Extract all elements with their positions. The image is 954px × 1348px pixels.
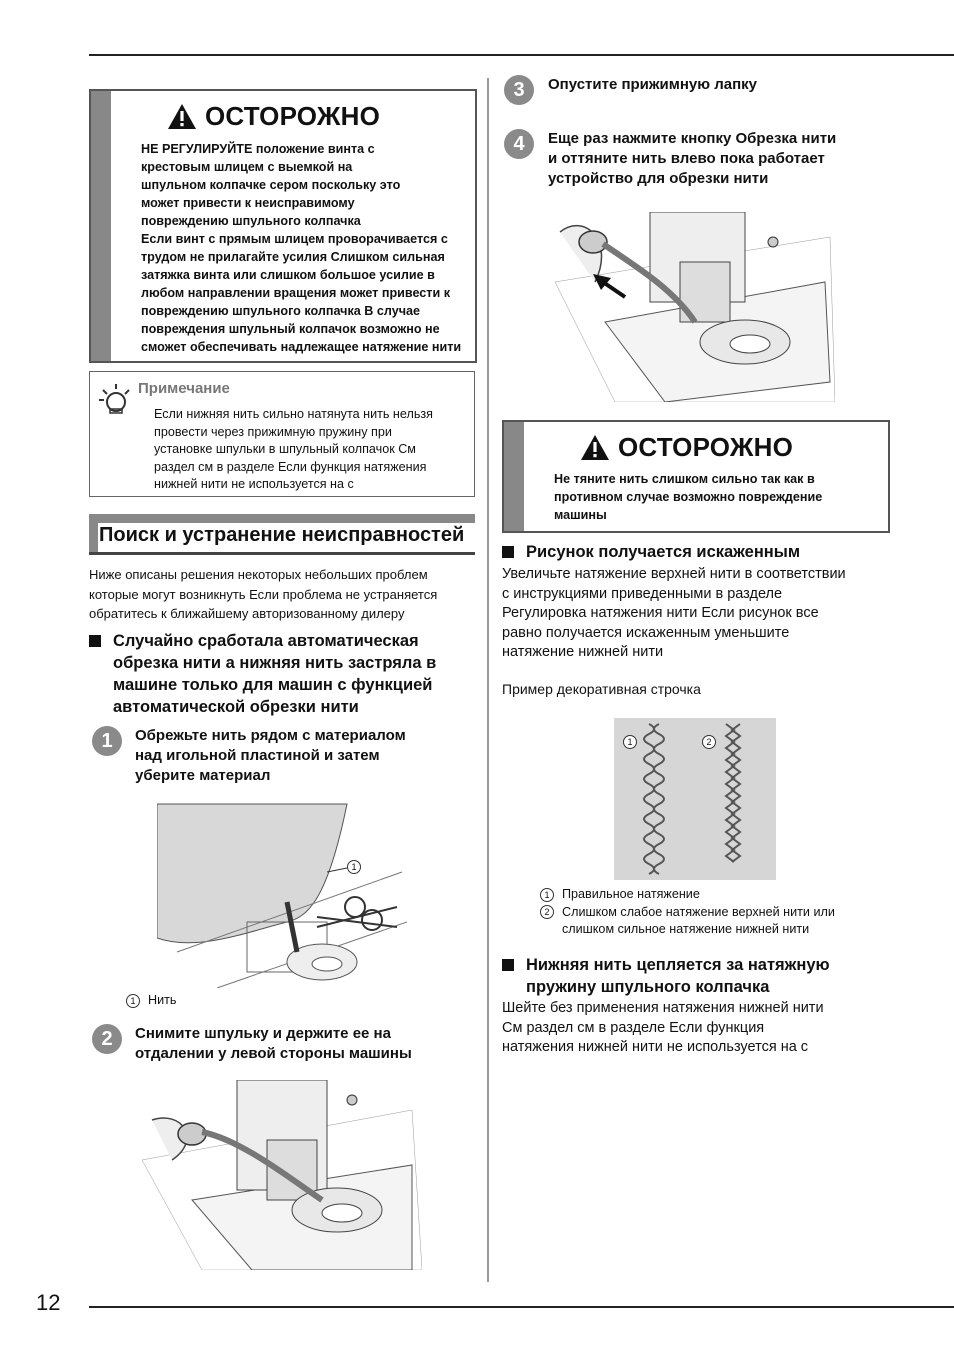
step-line: Обрежьте нить рядом с материалом bbox=[135, 727, 406, 744]
body-line: равно получается искаженным уменьшите bbox=[502, 624, 790, 641]
problem-2-title: Рисунок получается искаженным bbox=[526, 543, 801, 561]
step-line: устройство для обрезки нити bbox=[548, 170, 769, 187]
example-label: Пример декоративная строчка bbox=[502, 681, 701, 697]
note-line: Если нижняя нить сильно натянута нить нельзя bbox=[154, 407, 433, 421]
step-line: Опустите прижимную лапку bbox=[548, 76, 758, 93]
body-line: натяжения нижней нити не используется на с bbox=[502, 1039, 809, 1055]
heading-underline bbox=[89, 552, 475, 555]
caution-line: крестовым шлицем с выемкой на bbox=[141, 160, 353, 174]
step-3-badge: 3 bbox=[504, 75, 534, 105]
body-line: Увеличьте натяжение верхней нити в соответствии bbox=[502, 566, 846, 582]
problem-3-line: пружину шпульного колпачка bbox=[526, 978, 770, 996]
caution-line: затяжка винта или слишком большое усилие в bbox=[141, 268, 435, 282]
caution-line: повреждения шпульный колпачок возможно не bbox=[141, 322, 440, 336]
legend-text: Правильное натяжение bbox=[562, 887, 700, 901]
bullet-square bbox=[502, 959, 514, 971]
problem-3-line: Нижняя нить цепляется за натяжную bbox=[526, 956, 830, 974]
caution-line: Не тяните нить слишком сильно так как в bbox=[554, 472, 815, 486]
caption-text: Нить bbox=[148, 993, 177, 1007]
body-line: Регулировка натяжения нити Если рисунок все bbox=[502, 605, 819, 621]
legend-number: 2 bbox=[540, 905, 554, 919]
caution-title-text: ОСТОРОЖНО bbox=[205, 101, 380, 131]
figure-1-callout bbox=[347, 858, 361, 876]
note-box bbox=[89, 371, 475, 497]
page-number: 12 bbox=[36, 1290, 61, 1315]
caution-body bbox=[554, 470, 884, 524]
body-line: с инструкциями приведенными в разделе bbox=[502, 585, 783, 602]
caption-number: 1 bbox=[126, 994, 140, 1008]
bullet-square bbox=[502, 546, 514, 558]
section-intro bbox=[89, 565, 473, 624]
caution-bar bbox=[504, 422, 524, 531]
problem-1-line: автоматической обрезки нити bbox=[113, 698, 359, 716]
figure-1-caption bbox=[126, 992, 176, 1010]
intro-line: которые могут возникнуть Если проблема не устраняется bbox=[89, 586, 438, 602]
caution-line: шпульном колпачке сером поскольку это bbox=[141, 178, 401, 192]
problem-2-heading bbox=[502, 541, 886, 563]
figure-remove-bobbin bbox=[142, 1080, 422, 1270]
legend-text: Слишком слабое натяжение верхней нити или bbox=[562, 904, 835, 919]
problem-3-heading bbox=[502, 954, 886, 998]
bullet-square bbox=[89, 635, 101, 647]
figure-pull-thread bbox=[555, 212, 835, 402]
note-line: раздел см в разделе Если функция натяжения bbox=[154, 459, 427, 474]
step-4-text bbox=[548, 129, 836, 189]
figure-cut-thread bbox=[157, 802, 407, 988]
caution-line: трудом не прилагайте усилия Слишком сильная bbox=[141, 250, 445, 264]
stitch-legend bbox=[540, 886, 835, 939]
caution-title bbox=[167, 101, 380, 132]
intro-line: обратитесь к ближайшему авторизованному дилеру bbox=[89, 606, 405, 621]
step-line: Еще раз нажмите кнопку Обрезка нити bbox=[548, 130, 837, 147]
section-heading bbox=[89, 514, 475, 552]
note-line: провести через прижимную пружину при bbox=[154, 424, 392, 439]
caution-line: противном случае возможно повреждение bbox=[554, 490, 823, 504]
caution-line: повреждению шпульного колпачка В случае bbox=[141, 304, 421, 318]
caution-bar bbox=[91, 91, 111, 361]
callout-number: 1 bbox=[347, 860, 361, 874]
step-line: и оттяните нить влево пока работает bbox=[548, 150, 825, 167]
warning-icon bbox=[580, 434, 610, 461]
problem-1-line: машине только для машин с функцией bbox=[113, 676, 433, 694]
problem-2-body bbox=[502, 565, 892, 663]
note-label: Примечание bbox=[138, 380, 230, 397]
step-line: Снимите шпульку и держите ее на bbox=[135, 1025, 391, 1042]
note-body bbox=[154, 406, 474, 494]
caution-body bbox=[141, 140, 473, 356]
step-1-text bbox=[135, 726, 406, 786]
caution-box-left bbox=[89, 89, 477, 363]
bottom-rule bbox=[89, 1306, 954, 1308]
caution-line: любом направлении вращения может привести к bbox=[141, 286, 451, 300]
caution-line: Если винт с прямым шлицем проворачивается с bbox=[141, 232, 448, 246]
figure-stitch-sample bbox=[614, 718, 776, 880]
top-rule bbox=[89, 54, 954, 56]
problem-1-line: обрезка нити а нижняя нить застряла в bbox=[113, 654, 437, 672]
legend-number: 1 bbox=[540, 888, 554, 902]
step-4-badge: 4 bbox=[504, 129, 534, 159]
problem-1-heading bbox=[89, 630, 473, 720]
lightbulb-icon bbox=[98, 382, 132, 416]
body-line: Шейте без применения натяжения нижней нити bbox=[502, 1000, 824, 1016]
note-line: нижней нити не используется на с bbox=[154, 477, 354, 491]
column-divider bbox=[487, 78, 489, 1282]
step-line: уберите материал bbox=[135, 767, 271, 784]
problem-3-body bbox=[502, 999, 892, 1058]
caution-box-right bbox=[502, 420, 890, 533]
note-line: установке шпульки в шпульный колпачок См bbox=[154, 442, 416, 456]
problem-1-line: Случайно сработала автоматическая bbox=[113, 632, 419, 650]
stitch-callout-2 bbox=[702, 733, 716, 751]
heading-band-left bbox=[89, 514, 98, 552]
warning-icon bbox=[167, 103, 197, 130]
caution-line: сможет обеспечивать надлежащее натяжение нити bbox=[141, 340, 462, 354]
caution-title-text: ОСТОРОЖНО bbox=[618, 432, 793, 462]
body-line: См раздел см в разделе Если функция bbox=[502, 1019, 765, 1036]
caution-line: может привести к неисправимому bbox=[141, 196, 355, 210]
callout-number: 1 bbox=[623, 735, 637, 749]
step-3-text bbox=[548, 75, 757, 95]
callout-number: 2 bbox=[702, 735, 716, 749]
step-1-badge: 1 bbox=[92, 726, 122, 756]
step-2-badge: 2 bbox=[92, 1024, 122, 1054]
stitch-callout-1 bbox=[623, 733, 637, 751]
heading-band bbox=[89, 514, 475, 523]
caution-line: машины bbox=[554, 508, 607, 522]
body-line: натяжение нижней нити bbox=[502, 644, 664, 660]
legend-text: слишком сильное натяжение нижней нити bbox=[562, 922, 810, 936]
caution-line: повреждению шпульного колпачка bbox=[141, 214, 361, 228]
caution-line: НЕ РЕГУЛИРУЙТЕ положение винта с bbox=[141, 142, 375, 156]
step-line: над игольной пластиной и затем bbox=[135, 747, 380, 764]
intro-line: Ниже описаны решения некоторых небольших проблем bbox=[89, 567, 428, 582]
section-title: Поиск и устранение неисправностей bbox=[99, 524, 465, 546]
step-2-text bbox=[135, 1024, 412, 1064]
step-line: отдалении у левой стороны машины bbox=[135, 1045, 412, 1062]
caution-title bbox=[580, 432, 793, 463]
